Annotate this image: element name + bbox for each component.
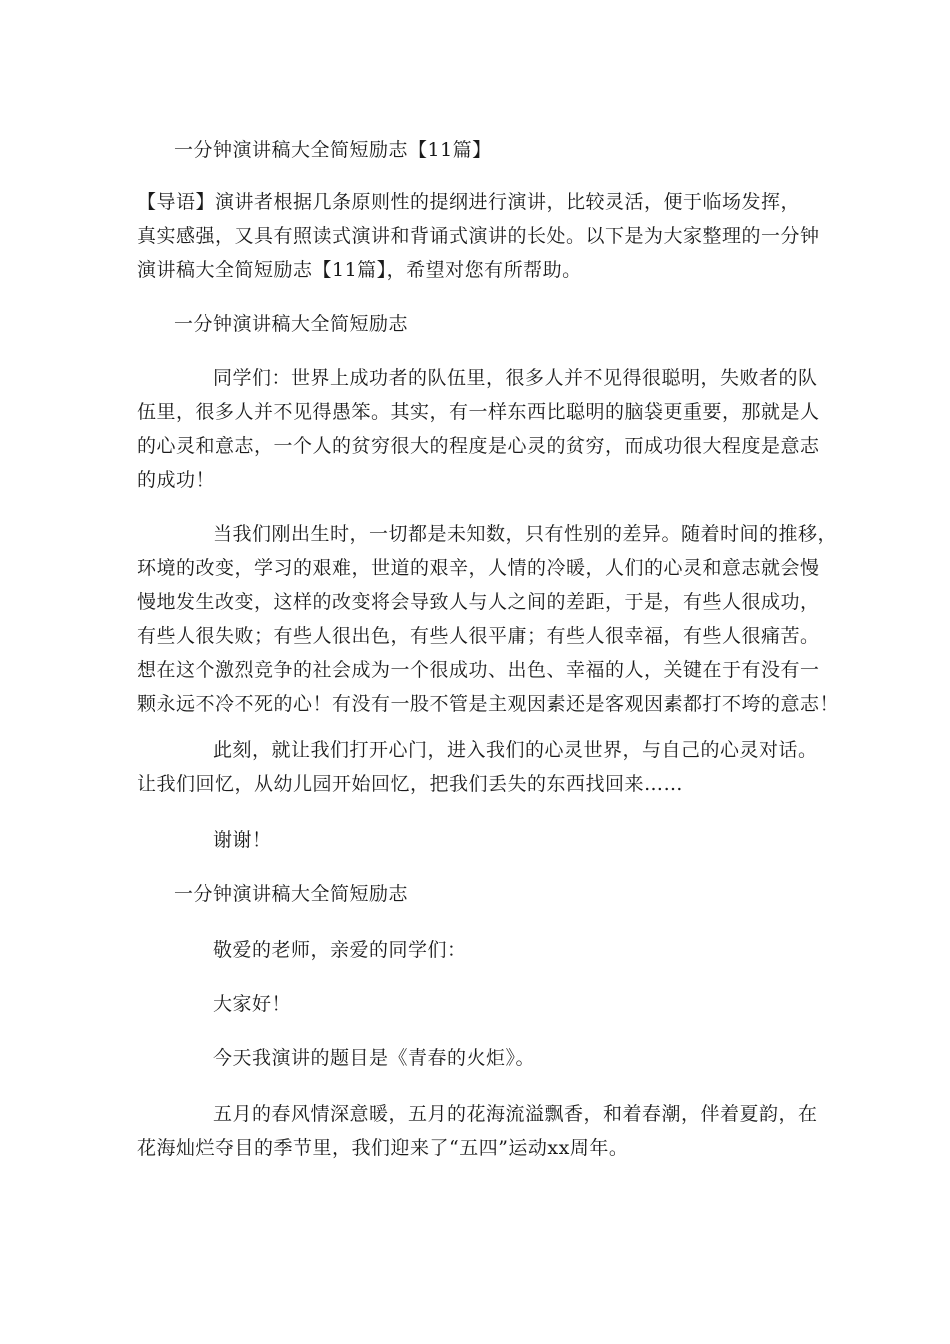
speech-topic: 今天我演讲的题目是《青春的火炬》。: [213, 1047, 536, 1069]
text-line: 颗永远不冷不死的心！有没有一股不管是主观因素还是客观因素都打不垮的意志！: [137, 693, 840, 715]
body-paragraph: [137, 361, 820, 497]
text-line: 花海灿烂夺目的季节里，我们迎来了“五四”运动xx周年。: [137, 1137, 629, 1159]
text-line: 的心灵和意志，一个人的贫穷很大的程度是心灵的贫穷，而成功很大程度是意志: [137, 435, 820, 457]
greeting: 大家好！: [213, 993, 292, 1015]
text-line: 慢地发生改变，这样的改变将会导致人与人之间的差距，于是，有些人很成功，: [137, 591, 820, 613]
text-line: 【导语】演讲者根据几条原则性的提纲进行演讲，比较灵活，便于临场发挥，: [137, 191, 801, 213]
text-line: 的成功！: [137, 469, 216, 491]
text-line: 当我们刚出生时，一切都是未知数，只有性别的差异。随着时间的推移，: [213, 523, 838, 545]
text-line: 此刻，就让我们打开心门，进入我们的心灵世界，与自己的心灵对话。: [213, 739, 818, 761]
text-line: 环境的改变，学习的艰难，世道的艰辛，人情的冷暖，人们的心灵和意志就会慢: [137, 557, 820, 579]
text-line: 让我们回忆，从幼儿园开始回忆，把我们丢失的东西找回来……: [137, 773, 684, 795]
closing-thanks: 谢谢！: [213, 829, 272, 851]
intro-paragraph: [137, 185, 820, 287]
section-heading: 一分钟演讲稿大全简短励志: [174, 883, 409, 905]
body-paragraph: [137, 1097, 818, 1165]
text-line: 想在这个激烈竞争的社会成为一个很成功、出色、幸福的人，关键在于有没有一: [137, 659, 820, 681]
body-paragraph: [137, 517, 839, 721]
text-line: 有些人很失败；有些人很出色，有些人很平庸；有些人很幸福，有些人很痛苦。: [137, 625, 820, 647]
salutation: 敬爱的老师，亲爱的同学们：: [213, 939, 467, 961]
body-paragraph: [137, 733, 818, 801]
section-heading: 一分钟演讲稿大全简短励志: [174, 313, 409, 335]
text-line: 伍里，很多人并不见得愚笨。其实，有一样东西比聪明的脑袋更重要，那就是人: [137, 401, 820, 423]
text-line: 真实感强，又具有照读式演讲和背诵式演讲的长处。以下是为大家整理的一分钟: [137, 225, 820, 247]
document-title: 一分钟演讲稿大全简短励志【11篇】: [174, 139, 492, 161]
text-line: 五月的春风情深意暖，五月的花海流溢飘香，和着春潮，伴着夏韵，在: [213, 1103, 818, 1125]
text-line: 同学们：世界上成功者的队伍里，很多人并不见得很聪明，失败者的队: [213, 367, 818, 389]
text-line: 演讲稿大全简短励志【11篇】，希望对您有所帮助。: [137, 259, 582, 281]
